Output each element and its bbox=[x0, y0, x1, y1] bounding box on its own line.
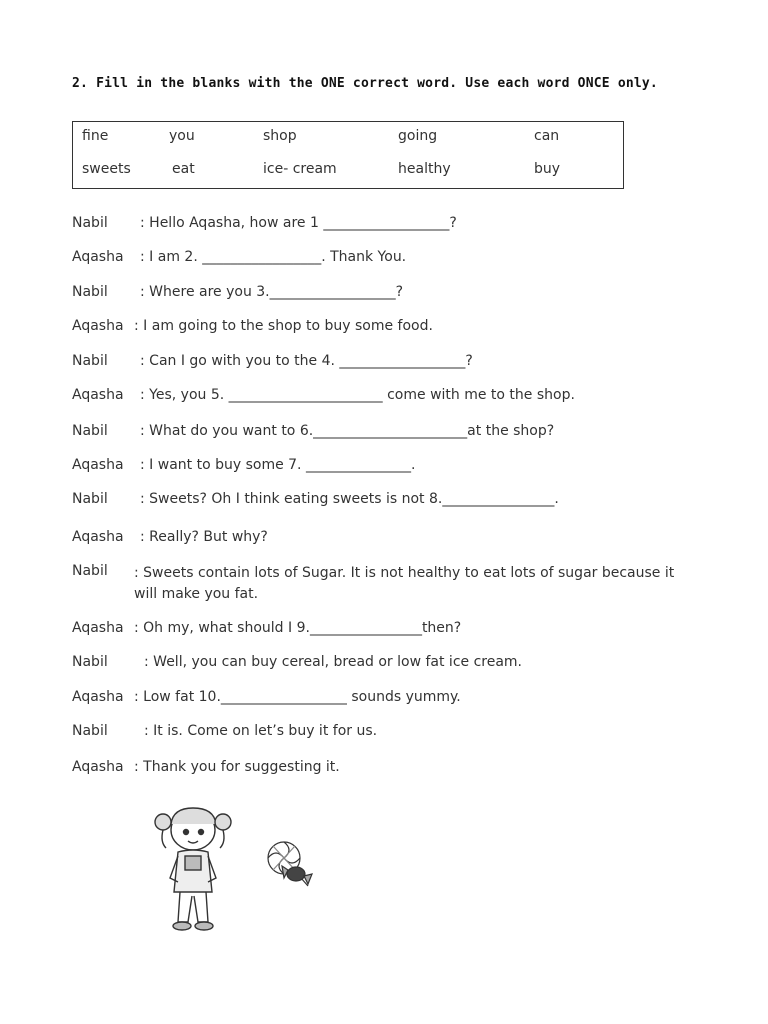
dialogue-text: : Hello Aqasha, how are 1 __________________? bbox=[140, 215, 457, 231]
dialogue-text: : I am 2. _________________. Thank You. bbox=[140, 249, 407, 265]
candy-illustration bbox=[264, 836, 320, 892]
word-bank-item: going bbox=[398, 128, 438, 144]
speaker-name: Nabil bbox=[72, 284, 108, 300]
speaker-name: Nabil bbox=[72, 491, 108, 507]
dialogue-text: : Oh my, what should I 9.________________then? bbox=[134, 620, 462, 636]
word-bank-item: you bbox=[169, 128, 195, 144]
dialogue-text: : What do you want to 6.______________________at the shop? bbox=[140, 423, 555, 439]
dialogue-text: : Sweets? Oh I think eating sweets is not 8.________________. bbox=[140, 491, 559, 507]
dialogue-text: : Where are you 3.__________________? bbox=[140, 284, 404, 300]
speaker-name: Aqasha bbox=[72, 318, 124, 334]
dialogue-text: : Sweets contain lots of Sugar. It is not healthy to eat lots of sugar because it will make you fat. bbox=[134, 565, 675, 602]
speaker-name: Aqasha bbox=[72, 759, 124, 775]
word-bank-item: ice- cream bbox=[263, 161, 337, 177]
speaker-name: Aqasha bbox=[72, 620, 124, 636]
word-bank-item: buy bbox=[534, 161, 561, 177]
word-bank-item: eat bbox=[172, 161, 195, 177]
speaker-name: Nabil bbox=[72, 353, 108, 369]
speaker-name: Aqasha bbox=[72, 249, 124, 265]
speaker-name: Aqasha bbox=[72, 689, 124, 705]
dialogue-text: : Can I go with you to the 4. __________________? bbox=[140, 353, 473, 369]
speaker-name: Aqasha bbox=[72, 529, 124, 545]
dialogue-text: : Really? But why? bbox=[140, 529, 268, 545]
dialogue-text: : Low fat 10.__________________ sounds yummy. bbox=[134, 689, 461, 705]
word-bank-item: can bbox=[534, 128, 560, 144]
speaker-name: Aqasha bbox=[72, 457, 124, 473]
dialogue-text: : Yes, you 5. ______________________ come with me to the shop. bbox=[140, 387, 575, 403]
speaker-name: Nabil bbox=[72, 723, 108, 739]
word-bank-item: fine bbox=[82, 128, 109, 144]
dialogue-text: : Thank you for suggesting it. bbox=[134, 759, 340, 775]
dialogue-text: : Well, you can buy cereal, bread or low fat ice cream. bbox=[144, 654, 523, 670]
speaker-name: Nabil bbox=[72, 423, 108, 439]
dialogue-text: : It is. Come on let’s buy it for us. bbox=[144, 723, 378, 739]
speaker-name: Nabil bbox=[72, 654, 108, 670]
word-bank-item: sweets bbox=[82, 161, 131, 177]
word-bank bbox=[72, 121, 624, 189]
exercise-instruction: 2. Fill in the blanks with the ONE correct word. Use each word ONCE only. bbox=[72, 76, 658, 91]
speaker-name: Aqasha bbox=[72, 387, 124, 403]
girl-illustration bbox=[148, 800, 238, 935]
dialogue-text: : I want to buy some 7. _______________. bbox=[140, 457, 416, 473]
speaker-name: Nabil bbox=[72, 563, 108, 579]
dialogue-text: : I am going to the shop to buy some food. bbox=[134, 318, 433, 334]
word-bank-item: shop bbox=[263, 128, 297, 144]
word-bank-item: healthy bbox=[398, 161, 451, 177]
speaker-name: Nabil bbox=[72, 215, 108, 231]
